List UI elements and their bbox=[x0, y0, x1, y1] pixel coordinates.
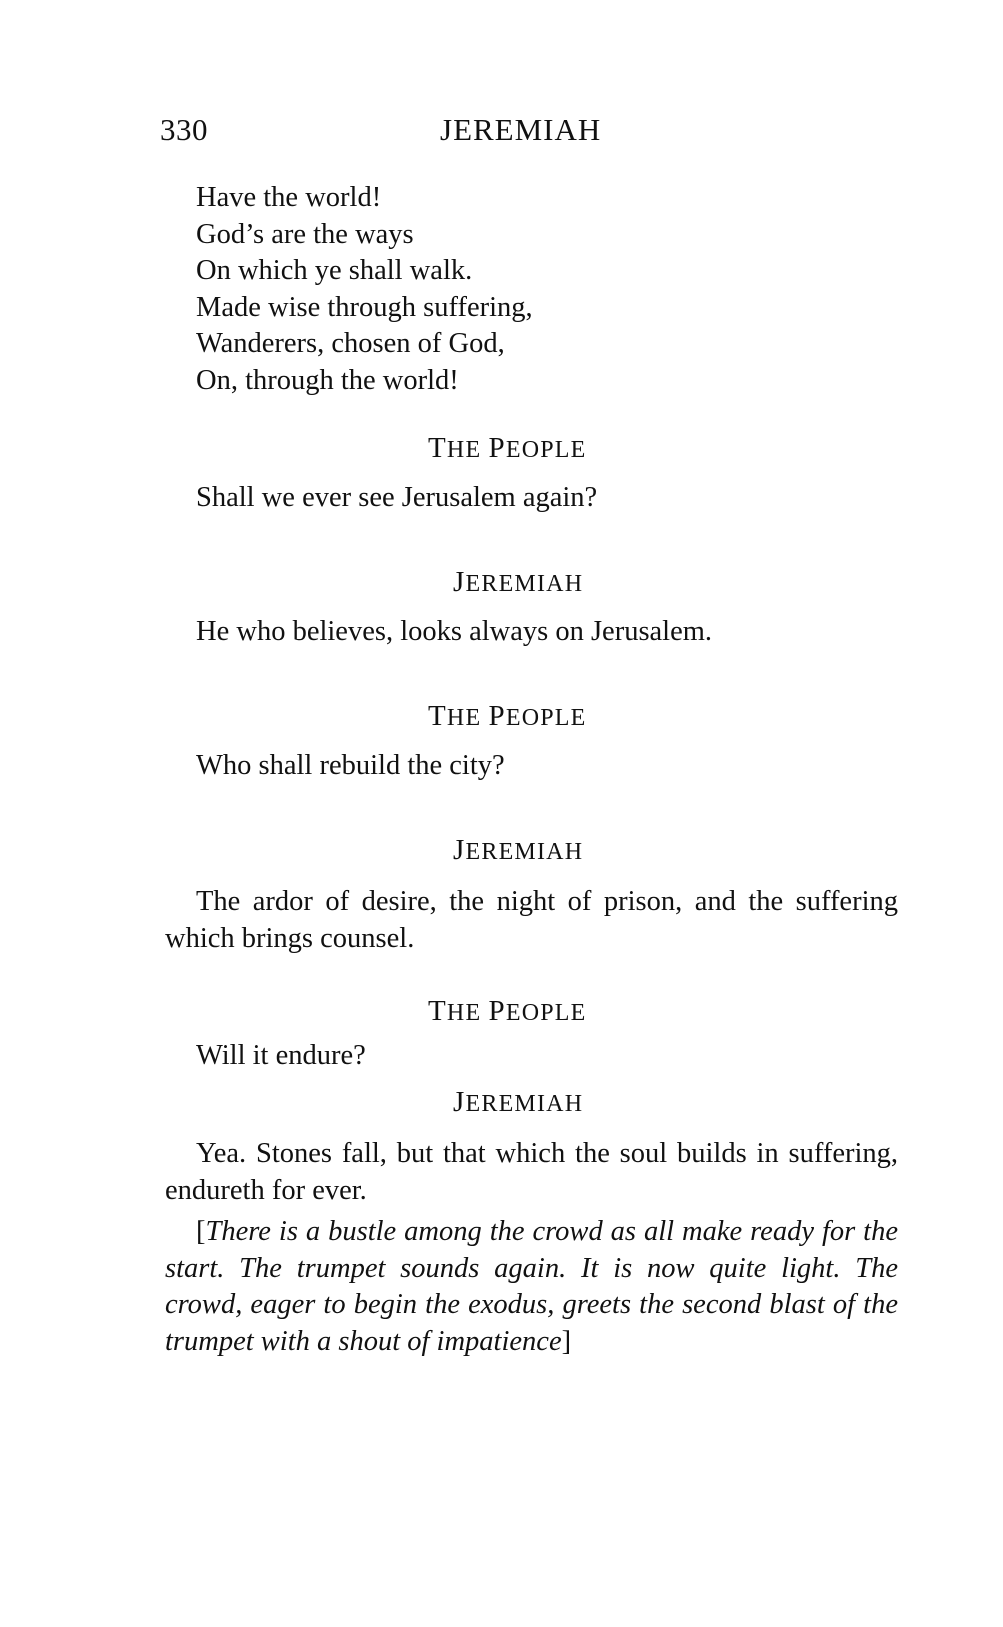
verse-block bbox=[196, 180, 533, 399]
dialogue-paragraph: The ardor of desire, the night of prison, and the suffering which brings counsel. bbox=[165, 886, 898, 954]
dialogue-line: Who shall rebuild the city? bbox=[196, 750, 505, 781]
running-title: JEREMIAH bbox=[440, 112, 602, 147]
verse-line: On which ye shall walk. bbox=[196, 255, 473, 286]
dialogue-paragraph: Yea. Stones fall, but that which the soul builds in suffering, endureth for ever. bbox=[165, 1138, 898, 1206]
verse-line: On, through the world! bbox=[196, 364, 459, 396]
verse-line: Made wise through suffering, bbox=[196, 291, 533, 323]
speaker-heading: THE PEOPLE bbox=[428, 432, 587, 464]
close-bracket: ] bbox=[561, 1325, 572, 1357]
verse-line: Have the world! bbox=[196, 182, 382, 213]
stage-direction-text: There is a bustle among the crowd as all make ready for the start. The trumpet sounds again. It is now quite light. The crowd, eager to begin the exodus, greets the second blast of the trumpet with a shout of impatience bbox=[165, 1216, 898, 1357]
dialogue-line: Will it endure? bbox=[196, 1040, 366, 1071]
page-number: 330 bbox=[160, 112, 208, 147]
open-bracket: [ bbox=[196, 1216, 206, 1247]
verse-line: Wanderers, chosen of God, bbox=[196, 328, 505, 359]
speaker-heading: JEREMIAH bbox=[453, 566, 584, 598]
dialogue-line: Shall we ever see Jerusalem again? bbox=[196, 482, 598, 513]
dialogue-line: He who believes, looks always on Jerusalem. bbox=[196, 616, 713, 647]
stage-direction bbox=[165, 1214, 898, 1360]
speaker-heading: THE PEOPLE bbox=[428, 700, 587, 732]
speaker-heading: JEREMIAH bbox=[453, 834, 584, 866]
speaker-heading: JEREMIAH bbox=[453, 1086, 584, 1118]
speaker-heading: THE PEOPLE bbox=[428, 995, 587, 1027]
verse-line: God’s are the ways bbox=[196, 218, 414, 250]
